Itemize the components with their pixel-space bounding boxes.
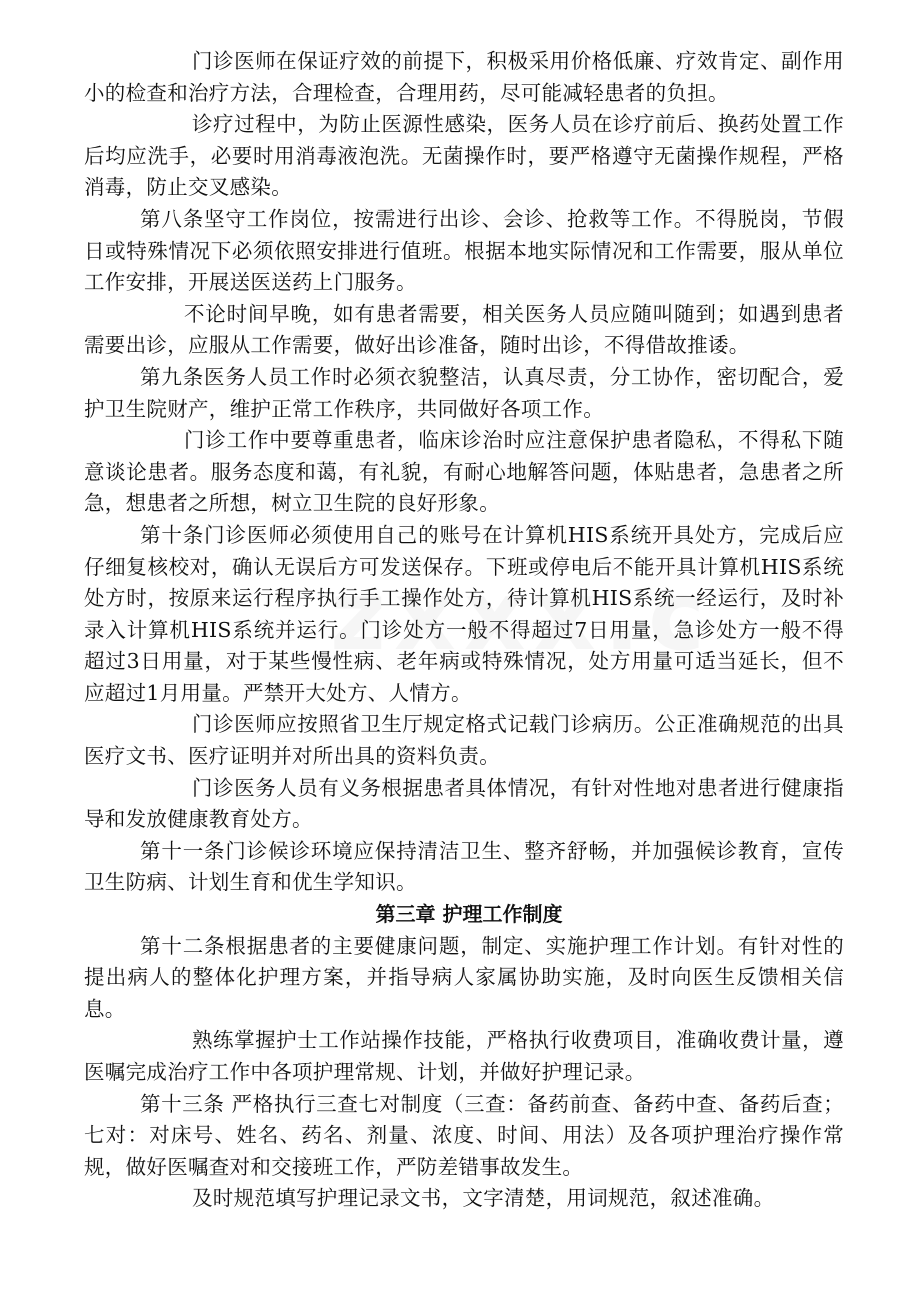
paragraph-infection-control: 诊疗过程中，为防止医源性感染，医务人员在诊疗前后、换药处置工作后均应洗手，必要时用消毒液泡洗。无菌操作时，要严格遵守无菌操作规程，严格消毒，防止交叉感染。 [84,112,844,200]
paragraph-health-guidance: 门诊医务人员有义务根据患者具体情况，有针对性地对患者进行健康指导和发放健康教育处方。 [84,775,844,832]
paragraph-article-12: 第十二条根据患者的主要健康问题，制定、实施护理工作计划。有针对性的提出病人的整体化护理方案，并指导病人家属协助实施，及时向医生反馈相关信息。 [84,933,844,1021]
paragraph-article-13: 第十三条 严格执行三查七对制度（三查：备药前查、备药中查、备药后查；七对：对床号、姓名、药名、剂量、浓度、时间、用法）及各项护理治疗操作常规，做好医嘱查对和交接班工作，严防差错事故发生。 [84,1091,844,1179]
paragraph-article-8: 第八条坚守工作岗位，按需进行出诊、会诊、抢救等工作。不得脱岗，节假日或特殊情况下必须依照安排进行值班。根据本地实际情况和工作需要，服从单位工作安排，开展送医送药上门服务。 [84,206,844,295]
paragraph-article-10: 第十条门诊医师必须使用自己的账号在计算机HIS系统开具处方，完成后应仔细复核校对，确认无误后方可发送保存。下班或停电后不能开具计算机HIS系统处方时，按原来运行程序执行手工操作处方，待计算机HIS系统一经运行，及时补录入计算机HIS系统并运行。门诊处方一般不得超过7日用量，急诊处方一般不得超过3日用量，对于某些慢性病、老年病或特殊情况，处方用量可适当延长，但不应超过1月用量。严禁开大处方、人情方。 [84,522,844,705]
paragraph-nurse-station: 熟练掌握护士工作站操作技能，严格执行收费项目，准确收费计量，遵医嘱完成治疗工作中各项护理常规、计划，并做好护理记录。 [84,1028,844,1084]
paragraph-on-call: 不论时间早晚，如有患者需要，相关医务人员应随叫随到；如遇到患者需要出诊，应服从工作需要，做好出诊准备，随时出诊，不得借故推诿。 [84,301,844,358]
paragraph-medical-records: 门诊医师应按照省卫生厅规定格式记载门诊病历。公正准确规范的出具医疗文书、医疗证明并对所出具的资料负责。 [84,712,844,769]
paragraph-nursing-records: 及时规范填写护理记录文书，文字清楚，用词规范，叙述准确。 [192,1186,775,1211]
paragraph-respect-patients: 门诊工作中要尊重患者，临床诊治时应注意保护患者隐私，不得私下随意谈论患者。服务态度和蔼，有礼貌，有耐心地解答问题，体贴患者，急患者之所急，想患者之所想，树立卫生院的良好形象。 [84,428,844,516]
paragraph-article-9: 第九条医务人员工作时必须衣貌整洁，认真尽责，分工协作，密切配合，爱护卫生院财产，维护正常工作秩序，共同做好各项工作。 [84,364,844,421]
document-page [84,46,844,1215]
paragraph-outpatient-cost: 门诊医师在保证疗效的前提下，积极采用价格低廉、疗效肯定、副作用小的检查和治疗方法，合理检查，合理用药，尽可能减轻患者的负担。 [84,49,844,105]
chapter-heading: 第三章 护理工作制度 [375,902,563,927]
paragraph-article-11: 第十一条门诊候诊环境应保持清洁卫生、整齐舒畅，并加强候诊教育，宣传卫生防病、计划生育和优生学知识。 [84,838,844,895]
